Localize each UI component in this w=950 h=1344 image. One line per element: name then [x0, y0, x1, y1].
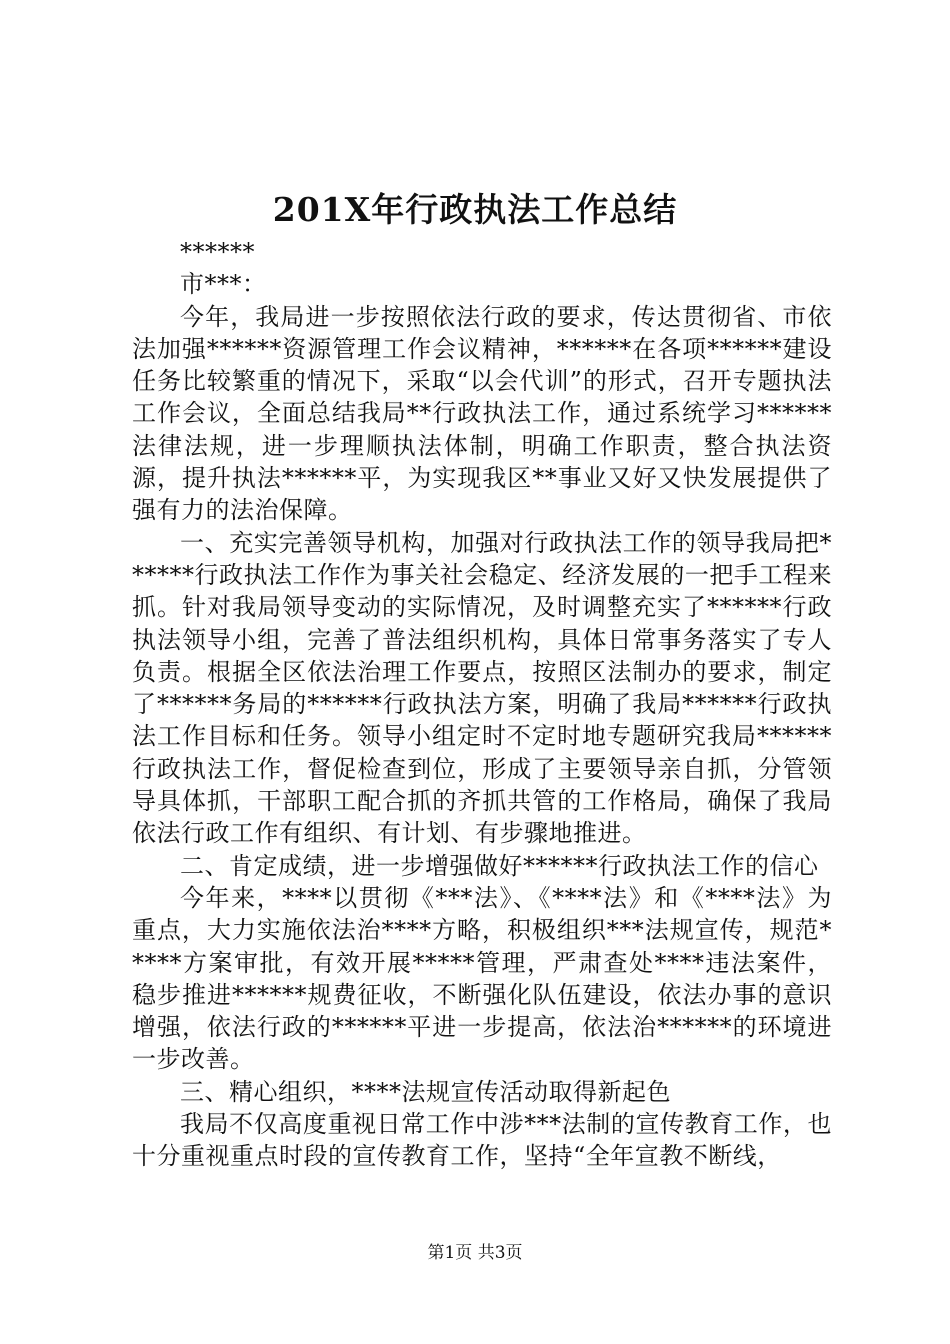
recipient-line: 市***：	[180, 270, 267, 299]
section-heading-two: 二、肯定成绩，进一步增强做好******行政执法工作的信心	[180, 851, 819, 880]
paragraph-intro: 今年，我局进一步按照依法行政的要求，传达贯彻省、市依法加强******资源管理工作会议精神，******在各项******建设任务比较繁重的情况下，采取“以会代训”的形式，召开专题执法工作会议，全面总结我局**行政执法工作，通过系统学习******法律法规，进一步理顺执法体制，明确工作职责，整合执法资源，提升执法******平，为实现我区**事业又好又快发展提供了强有力的法治保障。	[132, 302, 832, 525]
document-body	[132, 236, 832, 1173]
paragraph-section-one: 一、充实完善领导机构，加强对行政执法工作的领导我局把******行政执法工作作为事关社会稳定、经济发展的一把手工程来抓。针对我局领导变动的实际情况，及时调整充实了******行政执法领导小组，完善了普法组织机构，具体日常事务落实了专人负责。根据全区依法治理工作要点，按照区法制办的要求，制定了******务局的******行政执法方案，明确了我局******行政执法工作目标和任务。领导小组定时不定时地专题研究我局******行政执法工作，督促检查到位，形成了主要领导亲自抓，分管领导具体抓，干部职工配合抓的齐抓共管的工作格局，确保了我局依法行政工作有组织、有计划、有步骤地推进。	[132, 528, 832, 848]
recipient-line: ******	[180, 238, 255, 266]
paragraph-section-three: 我局不仅高度重视日常工作中涉***法制的宣传教育工作，也十分重视重点时段的宣传教育工作，坚持“全年宣教不断线，	[132, 1110, 832, 1171]
paragraph-section-two: 今年来，****以贯彻《***法》、《****法》和《****法》为重点，大力实施依法治****方略，积极组织***法规宣传，规范*****方案审批，有效开展*****管理，严肃查处****违法案件，稳步推进******规费征收，不断强化队伍建设，依法办事的意识增强，依法行政的******平进一步提高，依法治******的环境进一步改善。	[132, 883, 832, 1074]
section-heading-three: 三、精心组织，****法规宣传活动取得新起色	[180, 1077, 671, 1106]
page-footer: 第1页 共3页	[427, 1243, 523, 1263]
document-title: 201X年行政执法工作总结	[272, 190, 678, 229]
